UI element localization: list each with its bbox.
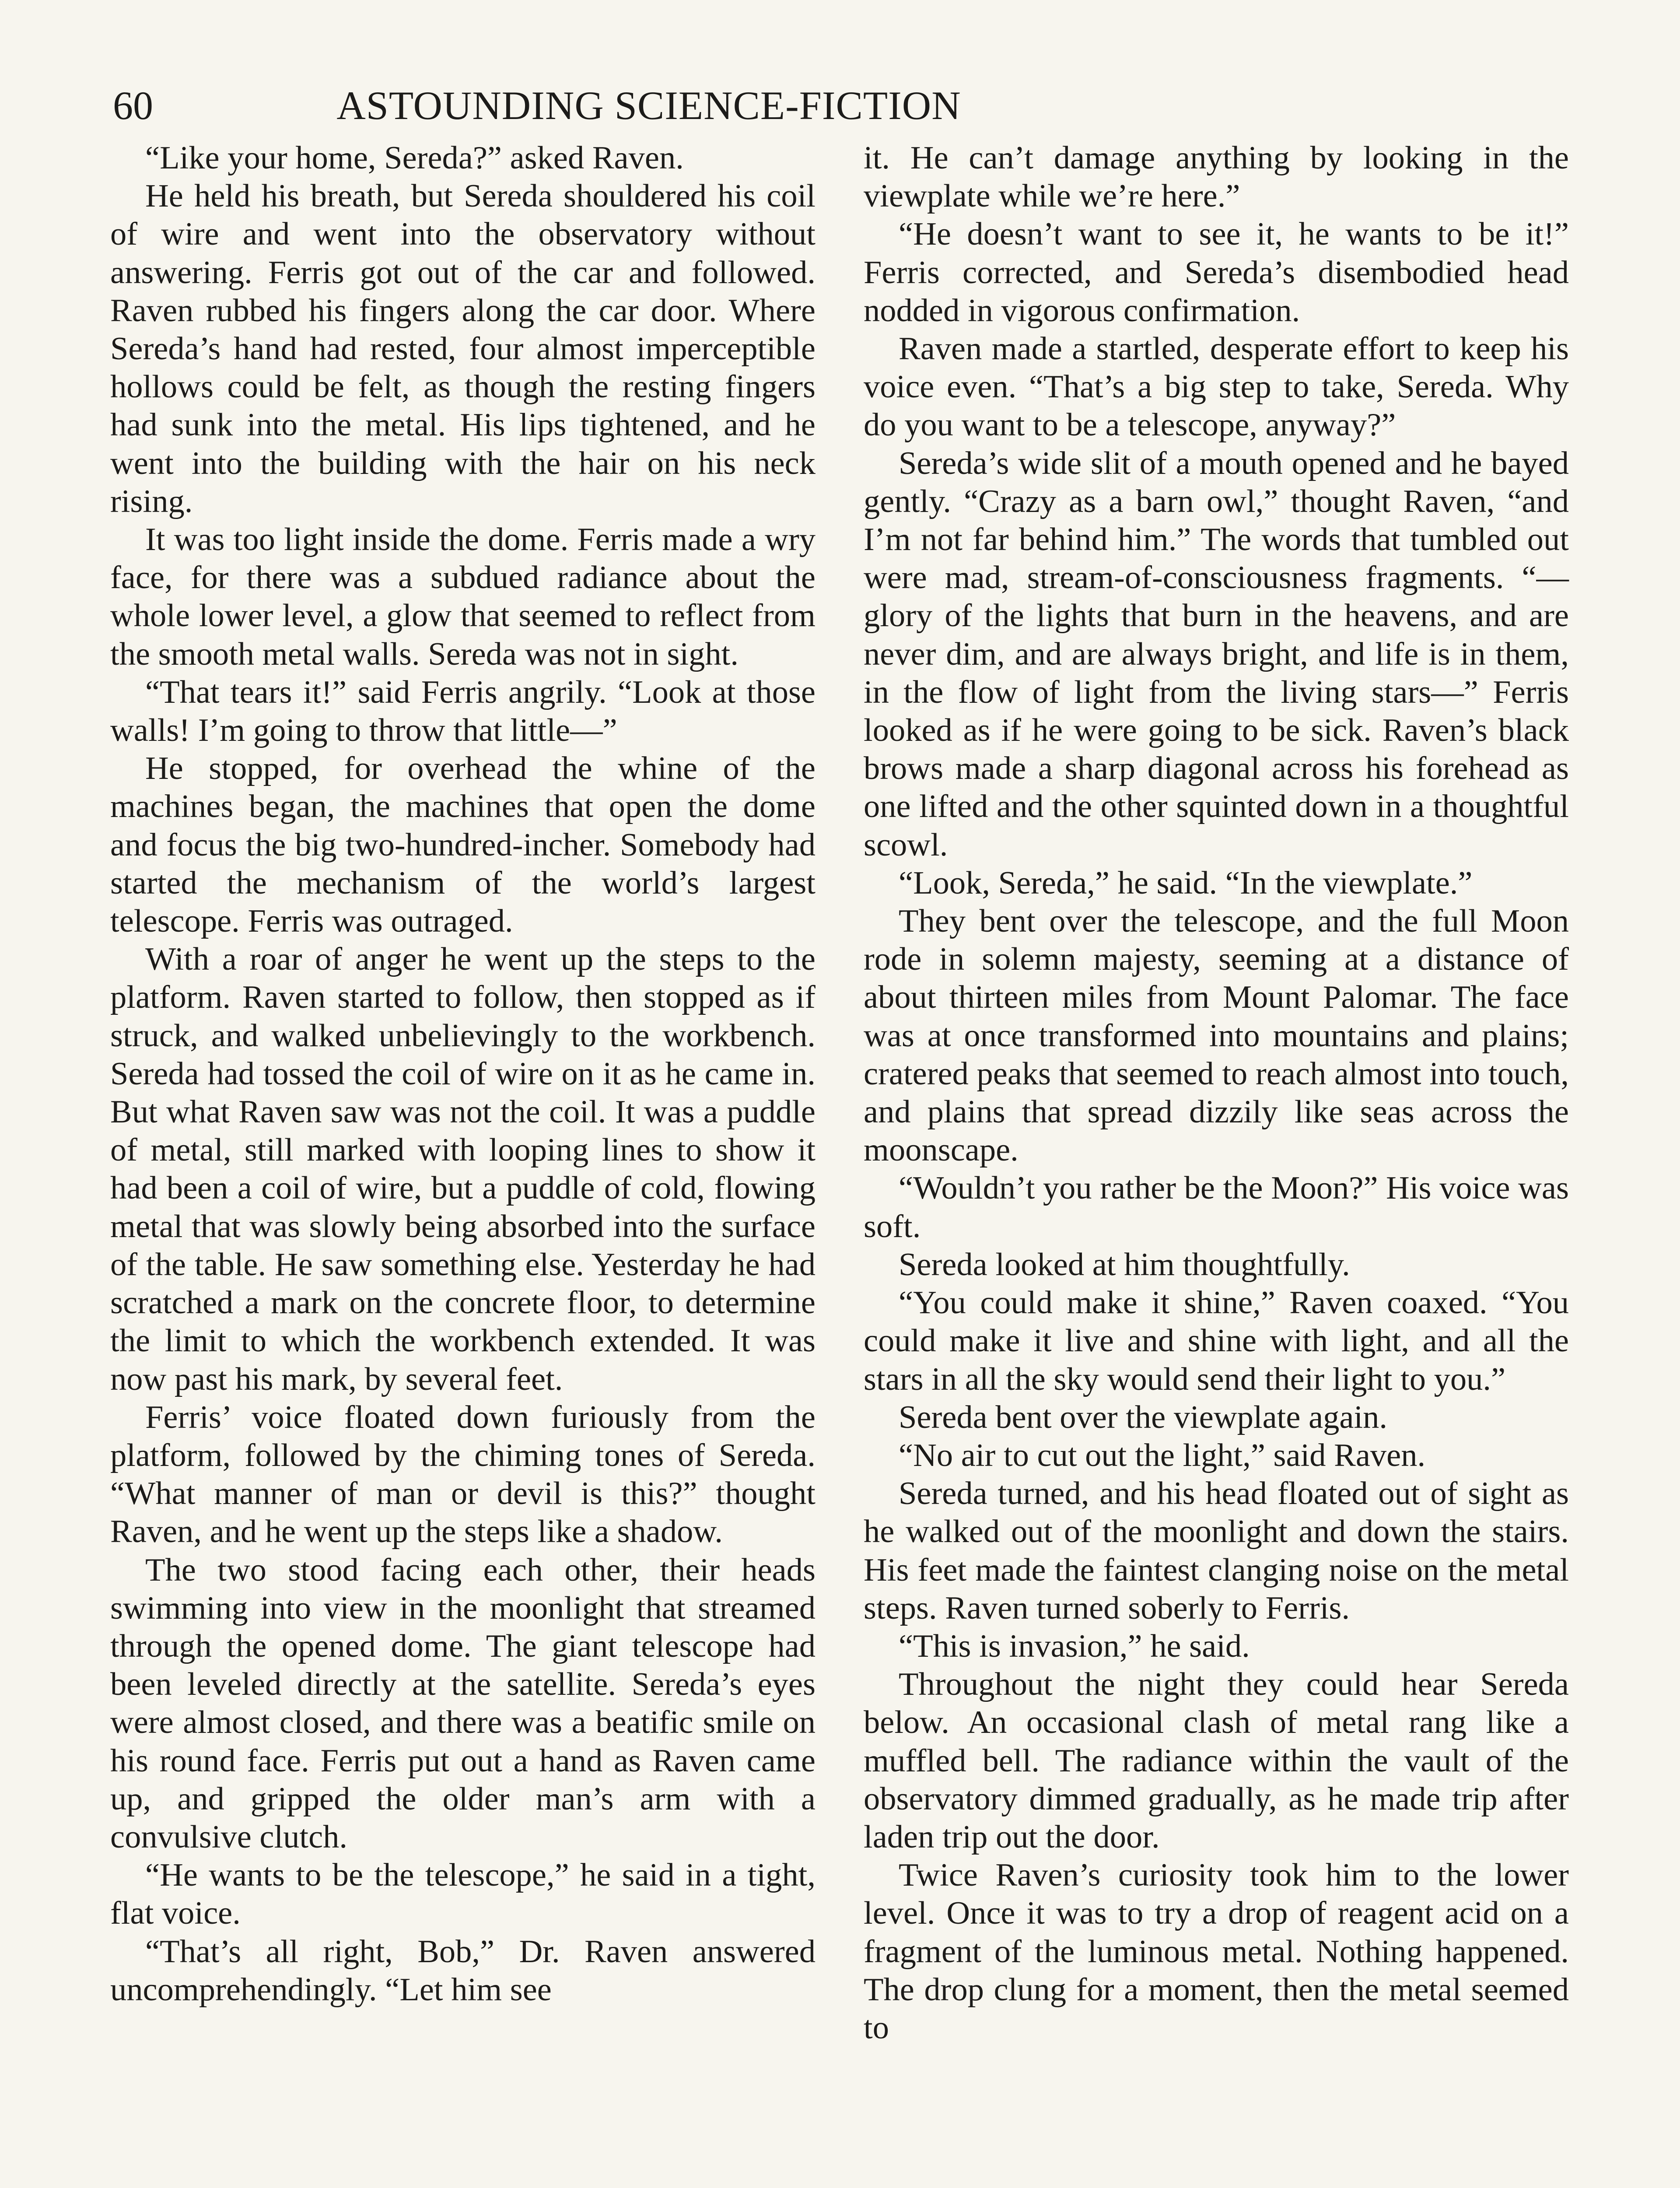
paragraph: “That’s all right, Bob,” Dr. Raven answered uncomprehendingly. “Let him see bbox=[110, 1933, 816, 2008]
paragraph: “Like your home, Sereda?” asked Raven. bbox=[145, 140, 684, 176]
paragraph: Raven made a startled, desperate effort to keep his voice even. “That’s a big step to take, Sereda. Why do you want to be a telescope, anyway?” bbox=[864, 331, 1569, 443]
paragraph: “He wants to be the telescope,” he said in a tight, flat voice. bbox=[110, 1857, 816, 1932]
running-title: ASTOUNDING SCIENCE-FICTION bbox=[336, 83, 961, 128]
paragraph: The two stood facing each other, their heads swimming into view in the moonlight that streamed through the opened dome. The giant telescope had been leveled directly at the satellite. Sereda’s eyes were almost closed, and there was a beatific smile on his round face. Ferris put out a hand as Raven came up, and gripped the older man’s arm with a convulsive clutch. bbox=[110, 1552, 816, 1855]
paragraph: Sereda turned, and his head floated out of sight as he walked out of the moonlight and down the stairs. His feet made the faintest clanging noise on the metal steps. Raven turned soberly to Ferris. bbox=[864, 1476, 1569, 1626]
page-header bbox=[113, 81, 1185, 130]
paragraph: Twice Raven’s curiosity took him to the lower level. Once it was to try a drop of reagent acid on a fragment of the luminous metal. Nothing happened. The drop clung for a moment, then the metal seemed to bbox=[864, 1857, 1569, 2046]
paragraph: He held his breath, but Sereda shouldered his coil of wire and went into the observatory without answering. Ferris got out of the car and followed. Raven rubbed his fingers along the car door. Where Sereda’s hand had rested, four almost imperceptible hollows could be felt, as though the resting fingers had sunk into the metal. His lips tightened, and he went into the building with the hair on his neck rising. bbox=[110, 178, 816, 519]
paragraph: He stopped, for overhead the whine of the machines began, the machines that open the dome and focus the big two-hundred-incher. Somebody had started the mechanism of the world’s largest telescope. Ferris was outraged. bbox=[110, 750, 816, 940]
page-number: 60 bbox=[113, 83, 153, 128]
paragraph: “No air to cut out the light,” said Raven. bbox=[899, 1437, 1426, 1473]
paragraph: Sereda’s wide slit of a mouth opened and he bayed gently. “Crazy as a barn owl,” thought Raven, “and I’m not far behind him.” The words that tumbled out were mad, stream-of-consciousness fragments. “—glory of the lights that burn in the heavens, and are never dim, and are always bright, and life is in them, in the flow of light from the living stars—” Ferris looked as if he were going to be sick. Raven’s black brows made a sharp diagonal across his forehead as one lifted and the other squinted down in a thoughtful scowl. bbox=[864, 445, 1569, 863]
paragraph: “This is invasion,” he said. bbox=[899, 1628, 1250, 1664]
paragraph: Ferris’ voice floated down furiously from the platform, followed by the chiming tones of Sereda. “What manner of man or devil is this?” thought Raven, and he went up the steps like a shadow. bbox=[110, 1399, 816, 1550]
paragraph-continued: it. He can’t damage anything by looking in the viewplate while we’re here.” bbox=[864, 140, 1569, 214]
paragraph: It was too light inside the dome. Ferris made a wry face, for there was a subdued radiance about the whole lower level, a glow that seemed to reflect from the smooth metal walls. Sereda was not in sight. bbox=[110, 522, 816, 672]
paragraph: “Wouldn’t you rather be the Moon?” His voice was soft. bbox=[864, 1170, 1569, 1245]
paragraph: They bent over the telescope, and the full Moon rode in solemn majesty, seeming at a distance of about thirteen miles from Mount Palomar. The face was at once transformed into mountains and plains; cratered peaks that seemed to reach almost into touch, and plains that spread dizzily like seas across the moonscape. bbox=[864, 903, 1569, 1168]
paragraph: Sereda bent over the viewplate again. bbox=[899, 1399, 1388, 1435]
paragraph: “He doesn’t want to see it, he wants to be it!” Ferris corrected, and Sereda’s disembodied head nodded in vigorous confirmation. bbox=[864, 216, 1569, 329]
paragraph: “You could make it shine,” Raven coaxed. “You could make it live and shine with light, and all the stars in all the sky would send their light to you.” bbox=[864, 1285, 1569, 1397]
paragraph: With a roar of anger he went up the steps to the platform. Raven started to follow, then stopped as if struck, and walked unbelievingly to the workbench. Sereda had tossed the coil of wire on it as he came in. But what Raven saw was not the coil. It was a puddle of metal, still marked with looping lines to show it had been a coil of wire, but a puddle of cold, flowing metal that was slowly being absorbed into the surface of the table. He saw something else. Yesterday he had scratched a mark on the concrete floor, to determine the limit to which the workbench extended. It was now past his mark, by several feet. bbox=[110, 941, 816, 1397]
right-column bbox=[864, 139, 1569, 2047]
paragraph: Sereda looked at him thoughtfully. bbox=[899, 1246, 1350, 1283]
paragraph: Throughout the night they could hear Sereda below. An occasional clash of metal rang like a muffled bell. The radiance within the vault of the observatory dimmed gradually, as he made trip after laden trip out the door. bbox=[864, 1666, 1569, 1855]
left-column bbox=[110, 139, 816, 2009]
paragraph: “Look, Sereda,” he said. “In the viewplate.” bbox=[899, 865, 1473, 901]
paragraph: “That tears it!” said Ferris angrily. “Look at those walls! I’m going to throw that little—” bbox=[110, 674, 816, 749]
